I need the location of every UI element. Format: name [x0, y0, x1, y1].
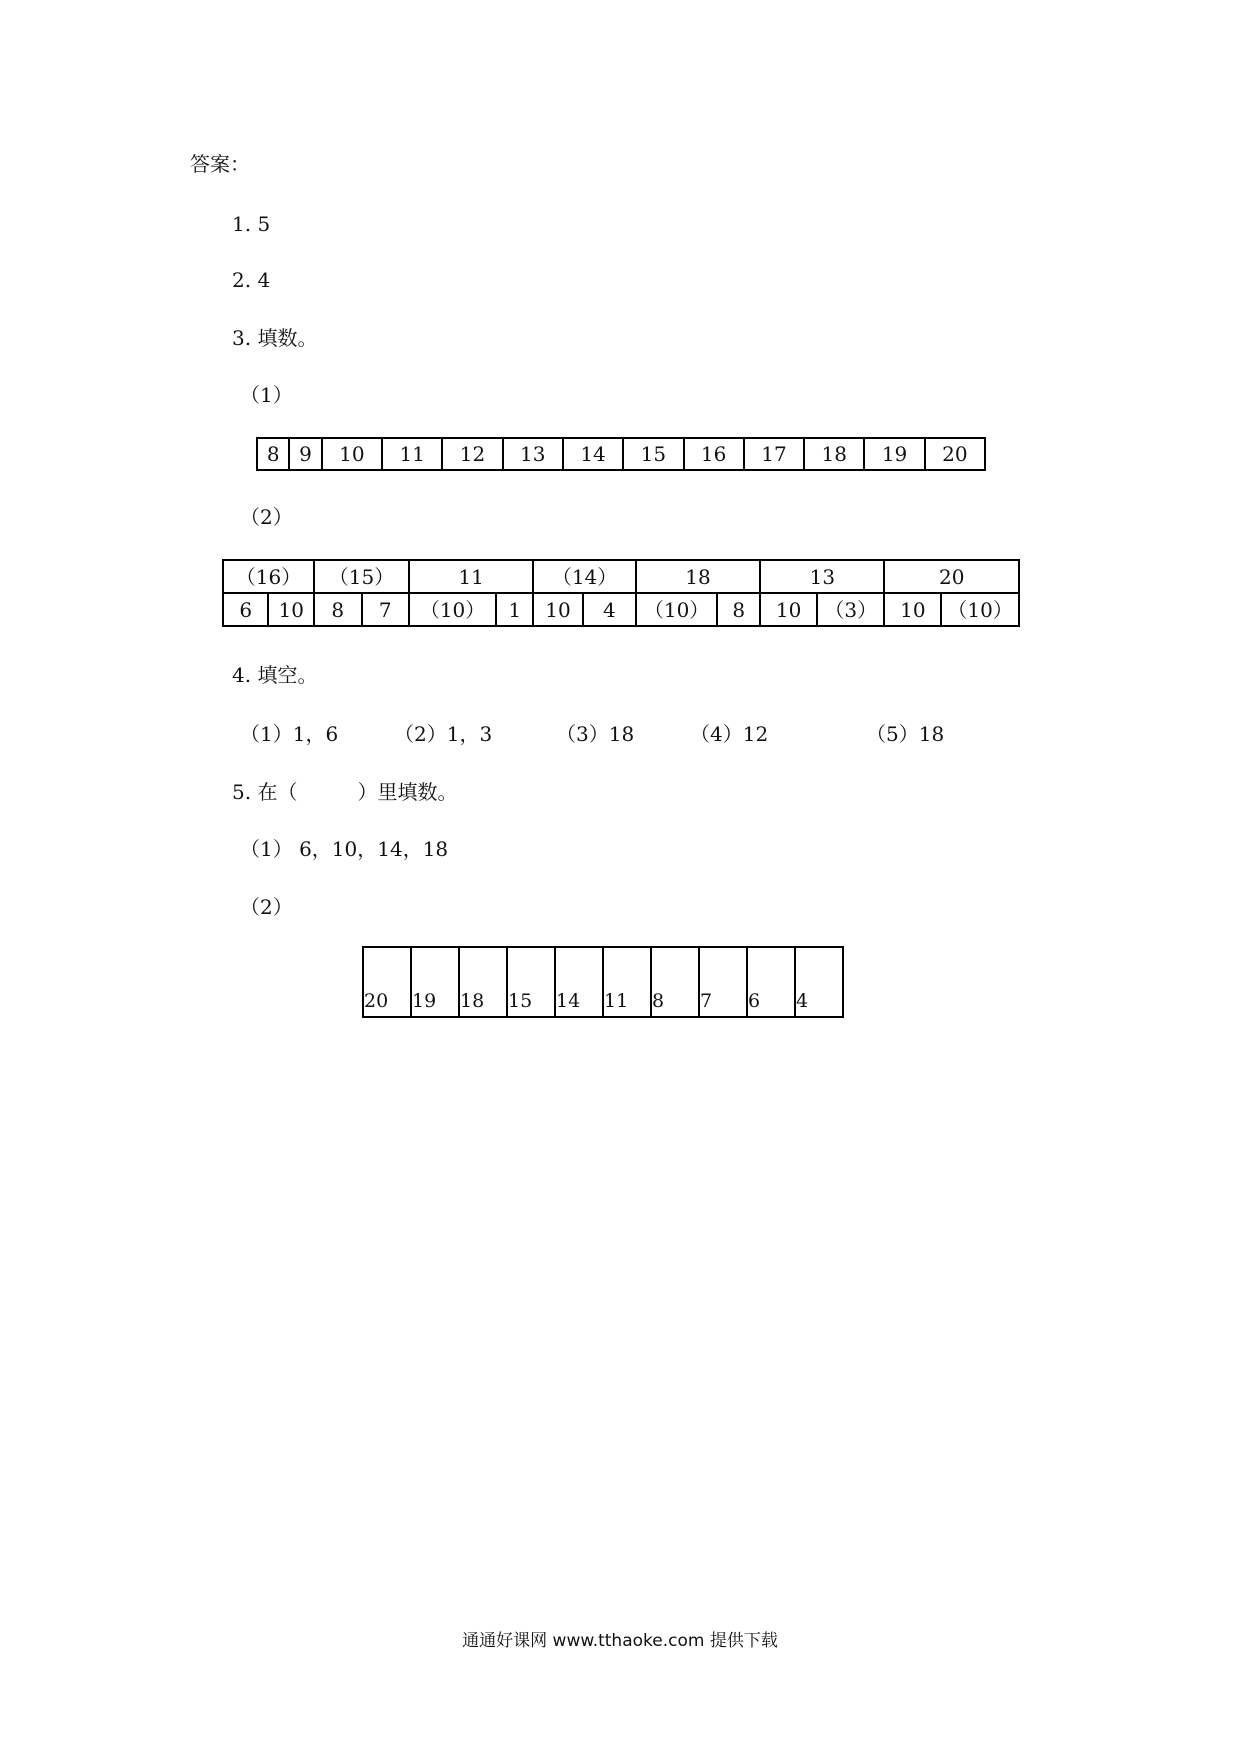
part-cell: 6 [223, 593, 268, 626]
part-cell: 10 [268, 593, 314, 626]
q2-answer: 2. 4 [232, 268, 271, 292]
part-cell: （10） [941, 593, 1019, 626]
sum-cell: （14） [533, 560, 636, 593]
q5-part2-label: （2） [240, 895, 293, 919]
answer-heading: 答案： [190, 152, 250, 176]
sequence-cell: 7 [699, 947, 747, 1017]
q4-answer-5: （5）18 [866, 722, 945, 746]
number-cell: 19 [864, 438, 924, 470]
sequence-cell: 19 [411, 947, 459, 1017]
part-cell: 10 [760, 593, 817, 626]
footer-credit: 通通好课网 www.tthaoke.com 提供下载 [462, 1631, 778, 1651]
sequence-cell: 11 [603, 947, 651, 1017]
sum-cell: 20 [884, 560, 1019, 593]
part-cell: 7 [362, 593, 409, 626]
sequence-cell: 18 [459, 947, 507, 1017]
part-cell: 10 [533, 593, 582, 626]
number-cell: 15 [623, 438, 683, 470]
q4-answer-1: （1）1，6 [240, 722, 339, 746]
sequence-cell: 14 [555, 947, 603, 1017]
decomposition-table [222, 559, 1020, 627]
q4-answer-3: （3）18 [556, 722, 635, 746]
part-cell: （10） [636, 593, 717, 626]
sum-cell: （16） [223, 560, 314, 593]
q4-answer-2: （2）1，3 [394, 722, 493, 746]
sum-cell: 13 [760, 560, 884, 593]
number-cell: 11 [382, 438, 442, 470]
q5-title: 5. 在（ ）里填数。 [232, 780, 458, 804]
q3-title: 3. 填数。 [232, 326, 318, 350]
q3-part1-label: （1） [240, 383, 293, 407]
sequence-cell: 8 [651, 947, 699, 1017]
number-cell: 13 [503, 438, 563, 470]
number-cell: 8 [257, 438, 289, 470]
number-cell: 16 [684, 438, 744, 470]
q5-part1: （1） 6，10，14，18 [240, 837, 449, 861]
q3-part2-label: （2） [240, 505, 293, 529]
part-cell: 8 [314, 593, 361, 626]
q1-answer: 1. 5 [232, 212, 271, 236]
part-cell: 8 [717, 593, 760, 626]
number-cell: 14 [563, 438, 623, 470]
sum-cell: 11 [409, 560, 533, 593]
number-cell: 18 [804, 438, 864, 470]
part-cell: （3） [817, 593, 884, 626]
part-cell: 10 [884, 593, 941, 626]
sequence-cell: 20 [363, 947, 411, 1017]
number-cell: 9 [289, 438, 321, 470]
q4-title: 4. 填空。 [232, 663, 318, 687]
sum-cell: 18 [636, 560, 760, 593]
sequence-cell: 6 [747, 947, 795, 1017]
sequence-cell: 15 [507, 947, 555, 1017]
q4-answer-4: （4）12 [690, 722, 769, 746]
sequence-cell: 4 [795, 947, 843, 1017]
part-cell: （10） [409, 593, 496, 626]
part-cell: 4 [583, 593, 636, 626]
number-cell: 20 [925, 438, 985, 470]
sum-cell: （15） [314, 560, 409, 593]
sequence-table [362, 946, 844, 1018]
number-row-table [256, 437, 986, 471]
number-cell: 12 [442, 438, 502, 470]
number-cell: 10 [322, 438, 382, 470]
number-cell: 17 [744, 438, 804, 470]
part-cell: 1 [496, 593, 533, 626]
